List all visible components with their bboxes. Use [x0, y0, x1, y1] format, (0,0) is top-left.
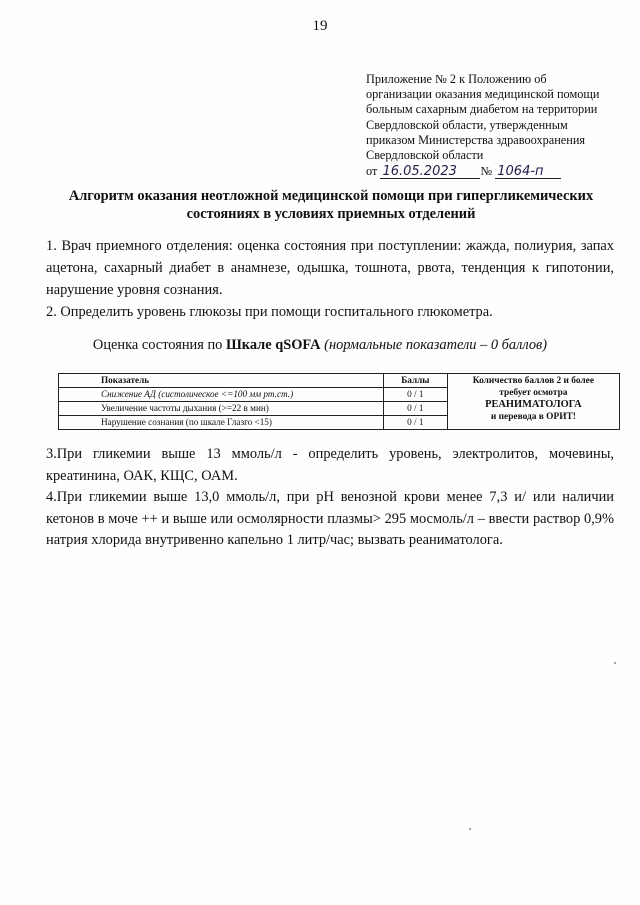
- steps-block-2: [46, 444, 614, 552]
- date-prefix: от: [366, 164, 378, 179]
- page-number: 19: [312, 18, 328, 34]
- title-line-1: Алгоритм оказания неотложной медицинской помощи при гипергликемических: [68, 188, 594, 204]
- steps-block-1: [46, 235, 614, 323]
- row-score: 0 / 1: [383, 388, 447, 402]
- qsofa-note: [447, 374, 619, 430]
- row-indicator: Снижение АД (систолическое <=100 мм рт.ст.): [59, 388, 384, 402]
- step-2: 2. Определить уровень глюкозы при помощи госпитального глюкометра.: [46, 304, 493, 320]
- handwritten-date: 16.05.2023: [380, 165, 480, 179]
- step-3: 3.При гликемии выше 13 ммоль/л - определить уровень, электролитов, мочевины, креатинина, ОАК, КЩС, ОАМ.: [46, 446, 614, 484]
- qsofa-table: [58, 373, 620, 430]
- order-date-line: [366, 164, 626, 179]
- appendix-line: больным сахарным диабетом на территории: [366, 102, 598, 117]
- header-indicator: Показатель: [59, 374, 384, 388]
- note-line-2: требует осмотра: [499, 388, 568, 398]
- row-score: 0 / 1: [383, 416, 447, 430]
- handwritten-order-number: 1064-п: [495, 165, 561, 179]
- qsofa-caption-prefix: Оценка состояния по: [92, 337, 223, 353]
- row-indicator: Нарушение сознания (по шкале Глазго <15): [59, 416, 384, 430]
- appendix-line: Свердловской области, утвержденным: [366, 117, 568, 132]
- appendix-line: организации оказания медицинской помощи: [366, 87, 600, 102]
- appendix-line: приказом Министерства здравоохранения: [366, 132, 586, 147]
- row-score: 0 / 1: [383, 402, 447, 416]
- qsofa-caption: [0, 337, 640, 354]
- appendix-line: Свердловской области: [366, 148, 484, 163]
- number-prefix: №: [480, 164, 493, 179]
- appendix-line: Приложение № 2 к Положению об: [366, 72, 547, 86]
- step-4: 4.При гликемии выше 13,0 ммоль/л, при pH венозной крови менее 7,3 и/ или наличии кетонов в моче ++ и выше или осмолярности плазмы> 295 мосмоль/л – ввести раствор 0,9% натрия хлорида внутривенно капельно 1 литр/час; вызвать реаниматолога.: [46, 489, 614, 548]
- note-line-4: и перевода в ОРИТ!: [490, 412, 576, 422]
- document-title: [36, 187, 626, 223]
- row-indicator: Увеличение частоты дыхания (>=22 в мин): [59, 402, 384, 416]
- scan-speck: [469, 828, 471, 830]
- title-line-2: состояниях в условиях приемных отделений: [186, 206, 476, 222]
- scan-speck: [614, 662, 616, 664]
- header-score: Баллы: [383, 374, 447, 388]
- table-header-row: [59, 374, 620, 388]
- qsofa-caption-scale: Шкале qSOFA: [225, 337, 321, 353]
- note-line-1: Количество баллов 2 и более: [472, 376, 594, 386]
- step-1: 1. Врач приемного отделения: оценка состояния при поступлении: жажда, полиурия, запах ацетона, сахарный диабет в анамнезе, одышка, тошнота, рвота, тенденция к гипотонии, нарушение уровня сознания.: [46, 238, 614, 298]
- appendix-header: [366, 72, 626, 179]
- qsofa-caption-note: (нормальные показатели – 0 баллов): [324, 337, 548, 353]
- note-line-3: РЕАНИМАТОЛОГА: [485, 399, 582, 410]
